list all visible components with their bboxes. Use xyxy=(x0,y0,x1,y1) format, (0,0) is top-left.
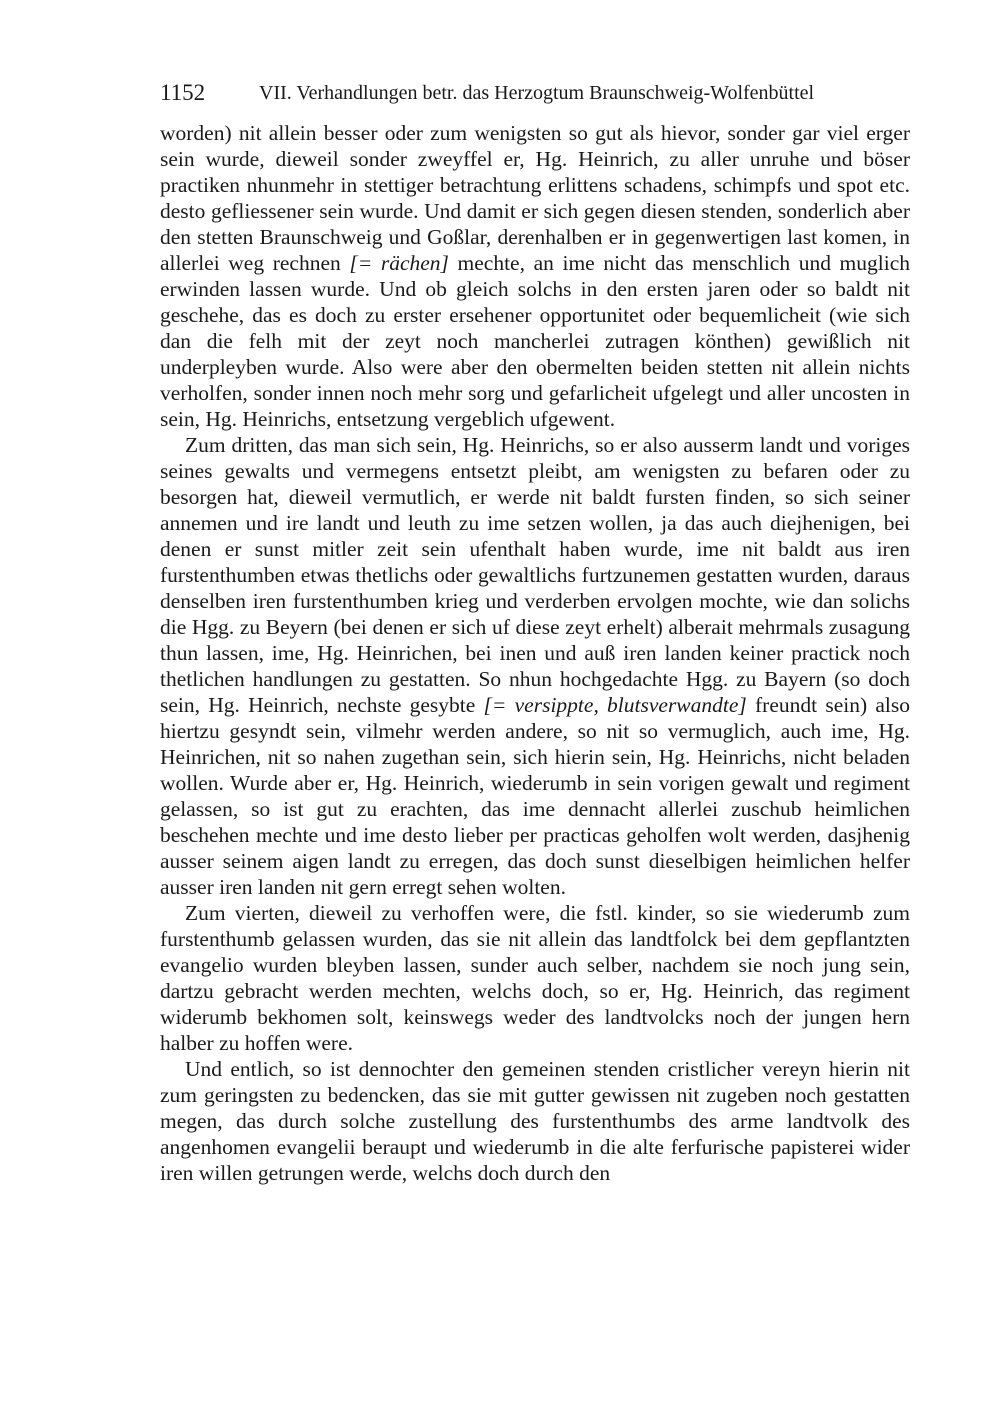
text-run: worden) nit allein besser oder zum wenigsten so gut als hievor, sonder gar viel erger sein wurde, dieweil sonder zweyffel er, Hg. Heinrich, zu aller unruhe und böser practiken nhunmehr in stettiger betrachtung erlittens schadens, schimpfs und spot etc. desto gefliessener sein wurde. Und damit er sich gegen diesen stenden, sonderlich aber den stetten Braunschweig und Goßlar, derenhalben er in gegenwertigen last komen, in allerlei weg rechnen xyxy=(160,121,910,275)
running-header xyxy=(160,78,910,108)
running-title: VII. Verhandlungen betr. das Herzogtum Braunschweig-Wolfenbüttel xyxy=(259,82,815,104)
text-run: Und entlich, so ist dennochter den gemeinen stenden cristlicher vereyn hierin nit zum geringsten zu bedencken, das sie mit gutter gewissen nit zugeben noch gestatten megen, das durch solche zustellung des furstenthumbs des arme landtvolk des angenhomen evangelii beraupt und wiederumb in die alte ferfurische papisterei wider iren willen getrungen werde, welchs doch durch den xyxy=(160,1057,910,1185)
editorial-gloss: [= rächen] xyxy=(349,251,449,275)
text-run: Zum vierten, dieweil zu verhoffen were, die fstl. kinder, so sie wiederumb zum furstenthumb gelassen wurden, das sie nit allein das landtfolck bei dem gepflantzten evangelio wurden bleyben lassen, sunder auch selber, nachdem sie noch jung sein, dartzu gebracht werden mechten, welchs doch, so er, Hg. Heinrich, das regiment widerumb bekhomen solt, keinswegs weder des landtvolcks noch der jungen hern halber zu hoffen were. xyxy=(160,901,910,1055)
document-page xyxy=(160,78,910,1186)
editorial-gloss: [= versippte, blutsverwandte] xyxy=(483,693,747,717)
text-run: mechte, an ime nicht das menschlich und muglich erwinden lassen wurde. Und ob gleich solchs in den ersten jaren oder so baldt nit geschehe, das es doch zu erster ersehener opportunitet oder bequemlicheit (wie sich dan die felh mit der zeyt noch mancherlei zutragen könthen) gewißlich nit underpleyben wurde. Also were aber den obermelten beiden stetten nit allein nichts verholfen, sonder innen noch mehr sorg und gefarlicheit ufgelegt und aller uncosten in sein, Hg. Heinrichs, entsetzung vergeblich ufgewent. xyxy=(160,251,911,431)
page-number: 1152 xyxy=(160,80,206,105)
paragraph xyxy=(160,900,910,1056)
paragraph xyxy=(160,432,910,900)
paragraph xyxy=(160,120,910,432)
text-run: freundt sein) also hiertzu gesyndt sein, vilmehr werden andere, so nit so vermuglich, auch ime, Hg. Heinrichen, nit so nahen zugethan sein, sich hierin sein, Hg. Heinrichs, nicht beladen wollen. Wurde aber er, Hg. Heinrich, wiederumb in sein vorigen gewalt und regiment gelassen, so ist gut zu erachten, das ime dennacht allerlei zuschub heimlichen beschehen mechte und ime desto lieber per practicas geholfen wolt werden, dasjhenig ausser seinem aigen landt zu erregen, das doch sunst dieselbigen heimlichen helfer ausser iren landen nit gern erregt sehen wolten. xyxy=(160,693,910,899)
text-run: Zum dritten, das man sich sein, Hg. Heinrichs, so er also ausserm landt und voriges seines gewalts und vermegens entsetzt pleibt, am wenigsten zu befaren oder zu besorgen hat, dieweil vermutlich, er werde nit baldt fursten finden, so sich seiner annemen und ire landt und leuth zu ime setzen wollen, ja das auch diejhenigen, bei denen er sunst mitler zeit sein ufenthalt haben wurde, ime nit baldt aus iren furstenthumben etwas thetlichs oder gewaltlichs furtzunemen gestatten wurden, daraus denselben iren furstenthumben krieg und verderben ervolgen mochte, wie dan solichs die Hgg. zu Beyern (bei denen er sich uf diese zeyt erhelt) alberait mehrmals zusagung thun lassen, ime, Hg. Heinrichen, bei inen und auß iren landen keiner practick noch thetlichen handlungen zu gestatten. So nhun hochgedachte Hgg. zu Bayern (so doch sein, Hg. Heinrich, nechste gesybte xyxy=(160,433,910,717)
body-text xyxy=(160,120,910,1186)
paragraph xyxy=(160,1056,910,1186)
